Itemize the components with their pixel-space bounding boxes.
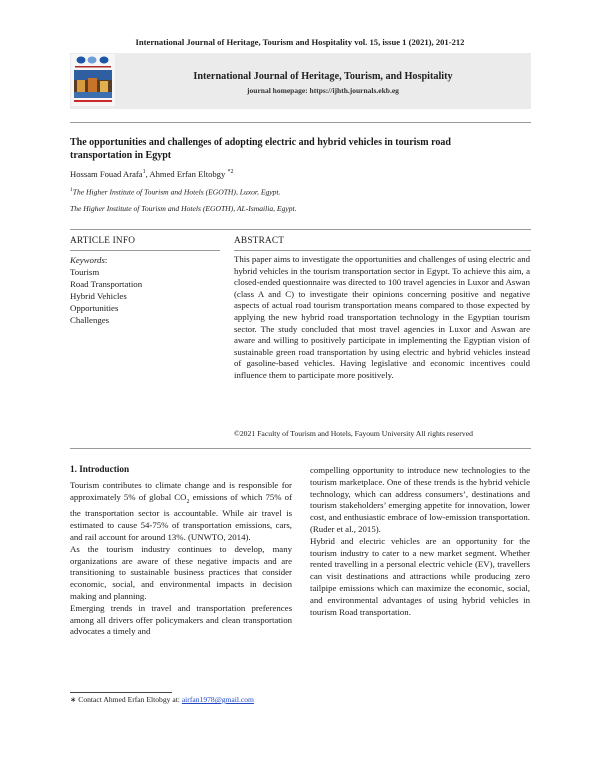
paragraph: Hybrid and electric vehicles are an opportunity for the tourism industry to cater to a new market segment. Whether rented travelling in a personal electric vehicle (EV), travellers can visit destinations and attractions while producing zero tailpipe emissions which can maximize the economic, social, and environmental advantages of using hybrid vehicles in tourism Road transportation. [310,535,530,617]
divider [70,448,531,449]
section-heading-introduction: 1. Introduction [70,464,130,474]
right-column [310,465,530,618]
affiliation-text: The Higher Institute of Tourism and Hotels (EGOTH), Luxor, Egypt. [72,187,281,197]
divider [70,122,531,123]
journal-logo [71,54,115,106]
abstract-text: This paper aims to investigate the opportunities and challenges of using electric and hybrid vehicles in the tourism transportation sector in Egypt. To achieve this aim, a closed-ended questionnaire was directed to 100 travel agencies in Luxor and Aswan (class A and C) to investigate their opinions concerning positive and negative aspects of actual road tourism transportation means compared to those expected by applying the new hybrid road transportation technology in the Egyptian tourism sector. The study concluded that most travel agencies in Luxor and Aswan are aware and willing to positively participate in implementing the Egyptian vision of sustainable green road transportation by using electric and hybrid vehicles instead of gasoline-based vehicles. Having legislative and economic incentives could influence them to participate more positively. [234,254,530,380]
author-mark: *2 [227,169,234,176]
author-mark: 1 [142,169,146,176]
divider [234,250,531,251]
keyword: Tourism [70,267,100,277]
email-link[interactable]: airfan1978@gmail.com [181,695,254,704]
keyword: Opportunities [70,303,119,313]
abstract-heading: ABSTRACT [234,236,285,246]
affiliation [70,187,280,197]
running-header: International Journal of Heritage, Tourism and Hospitality vol. 15, issue 1 (2021), 201-212 [135,37,465,47]
divider [70,229,531,230]
affiliation-mark: 1 [70,187,73,193]
author-name: , Ahmed Erfan Eltobgy [145,169,226,179]
keyword: Hybrid Vehicles [70,291,127,301]
keyword: Road Transportation [70,279,143,289]
keywords [70,254,142,326]
paragraph: Tourism contributes to climate change and is responsible for approximately 5% of global $CO_2$ emissions of which 75% of the transportation sector is accountable. While air travel is estimated to cause 54-75% of transportation emissions, cars, and rail account for around 13%. (UNWTO, 2014). [70,480,292,542]
paper-title: The opportunities and challenges of adopting electric and hybrid vehicles in tourism road transportation in Egypt [70,137,451,161]
journal-title: International Journal of Heritage, Tourism, and Hospitality [193,71,453,82]
left-column [70,480,292,638]
paragraph: compelling opportunity to introduce new technologies to the tourism marketplace. One of these trends is the hybrid vehicle technology, which can address consumers’, destinations and tourism stakeholders’ emerging appetite for innovation, lower cost, and enthusiastic embrace of low-emission transportation. (Ruder et al., 2015). [310,465,530,534]
author-name: Hossam Fouad Arafa [70,169,143,179]
footnote [70,695,254,704]
keyword: Challenges [70,315,110,325]
footnote-divider [70,692,172,693]
author-line [70,169,233,179]
journal-homepage: journal homepage: https://ijhth.journals.ekb.eg [247,86,399,95]
keywords-label: Keywords: [70,255,108,265]
footnote-text: ∗ Contact Ahmed Erfan Eltobgy at: [70,695,182,704]
affiliation: The Higher Institute of Tourism and Hotels (EGOTH), AL-Ismailia, Egypt. [70,204,297,213]
copyright: ©2021 Faculty of Tourism and Hotels, Fayoum University All rights reserved [234,429,473,438]
paragraph: Emerging trends in travel and transportation preferences among all drivers offer policymakers and clean transportation advocates a timely and [70,602,292,637]
divider [70,250,220,251]
paragraph: As the tourism industry continues to develop, many organizations are aware of these negative impacts and are transitioning to sustainable business practices that consider economic, social, and environmental impacts in decision making and planning. [70,543,292,601]
article-info-heading: ARTICLE INFO [70,236,136,246]
